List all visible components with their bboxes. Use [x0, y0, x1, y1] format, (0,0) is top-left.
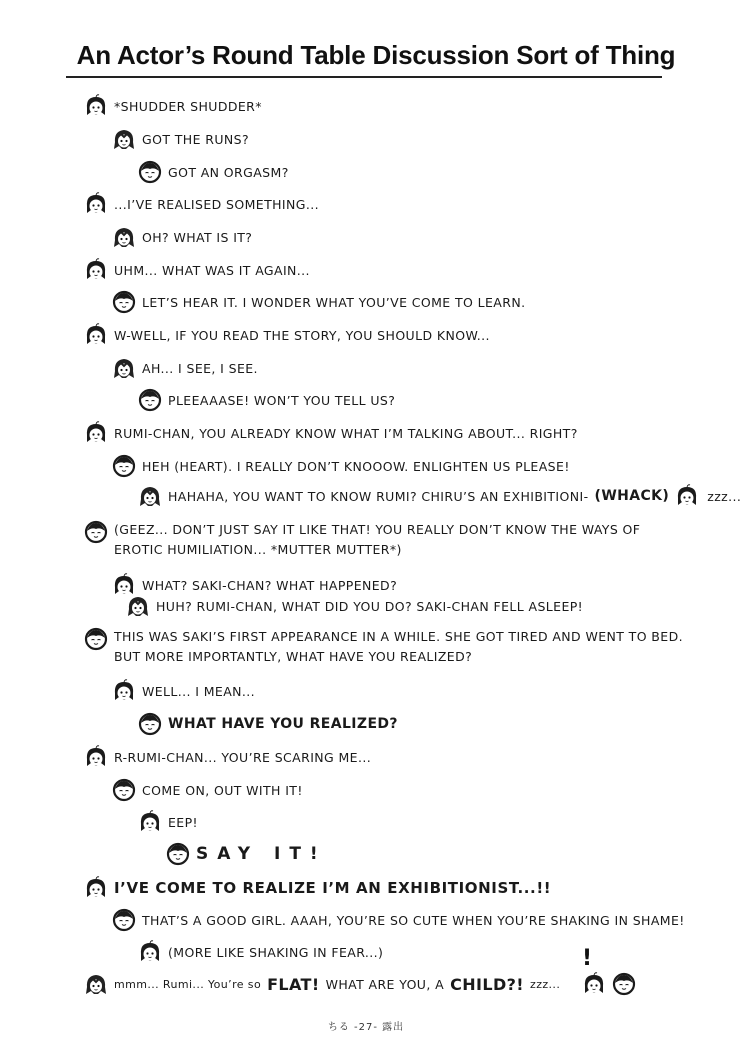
dialogue-line: WHAT HAVE YOU REALIZED? — [138, 712, 398, 736]
dialogue-line: HAHAHA, YOU WANT TO KNOW RUMI? CHIRU’S AN EXHIBITIONI- (WHACK) zzz... — [138, 484, 741, 508]
saki-face-icon — [126, 594, 150, 618]
dialogue-line: THAT’S A GOOD GIRL. AAAH, YOU’RE SO CUTE WHEN YOU’RE SHAKING IN SHAME! — [112, 908, 685, 932]
page-title: An Actor’s Round Table Discussion Sort of Thing — [76, 40, 676, 70]
dialogue-line: mmm... Rumi... You’re so FLAT! WHAT ARE YOU, A CHILD?! zzz... — [84, 972, 642, 996]
dialogue-line: THIS WAS SAKI’S FIRST APPEARANCE IN A WHILE. SHE GOT TIRED AND WENT TO BED. BUT MORE IMPORTANTLY, WHAT HAVE YOU REALIZED? — [84, 627, 684, 667]
chiru-face-icon — [138, 940, 162, 964]
dialogue-line: UHM... WHAT WAS IT AGAIN... — [84, 258, 310, 282]
chiru-face-icon — [675, 484, 699, 508]
rumi-face-icon — [166, 842, 190, 866]
dialogue-line: ...I’VE REALISED SOMETHING... — [84, 192, 319, 216]
chiru-face-icon — [84, 94, 108, 118]
exclamation-mark: ! — [582, 946, 593, 971]
dialogue-line: R-RUMI-CHAN... YOU’RE SCARING ME... — [84, 745, 371, 769]
dialogue-line: I’VE COME TO REALIZE I’M AN EXHIBITIONIST...!! — [84, 876, 551, 900]
rumi-face-icon — [84, 627, 108, 651]
chiru-face-icon — [84, 192, 108, 216]
page-footer: ちる -27- 露出 — [327, 1022, 405, 1033]
rumi-face-icon — [112, 908, 136, 932]
saki-face-icon — [112, 127, 136, 151]
chiru-face-icon — [84, 421, 108, 445]
rumi-face-icon — [138, 388, 162, 412]
chiru-face-icon — [112, 679, 136, 703]
dialogue-line: *SHUDDER SHUDDER* — [84, 94, 262, 118]
rumi-face-icon — [612, 972, 636, 996]
saki-face-icon — [84, 972, 108, 996]
rumi-face-icon — [84, 520, 108, 544]
dialogue-line: AH... I SEE, I SEE. — [112, 356, 258, 380]
saki-face-icon — [112, 225, 136, 249]
dialogue-line: HUH? RUMI-CHAN, WHAT DID YOU DO? SAKI-CHAN FELL ASLEEP! — [126, 594, 583, 618]
chiru-face-icon — [138, 810, 162, 834]
dialogue-line: EEP! — [138, 810, 198, 834]
chiru-face-icon — [84, 258, 108, 282]
rumi-face-icon — [112, 454, 136, 478]
rumi-face-icon — [112, 290, 136, 314]
chiru-face-icon — [84, 876, 108, 900]
chiru-face-icon — [582, 972, 606, 996]
saki-face-icon — [138, 484, 162, 508]
rumi-face-icon — [138, 712, 162, 736]
dialogue-line: COME ON, OUT WITH IT! — [112, 778, 303, 802]
dialogue-line: GOT AN ORGASM? — [138, 160, 289, 184]
dialogue-line: W-WELL, IF YOU READ THE STORY, YOU SHOULD KNOW... — [84, 323, 490, 347]
dialogue-line: HEH (HEART). I REALLY DON’T KNOOOW. ENLIGHTEN US PLEASE! — [112, 454, 570, 478]
dialogue-line: GOT THE RUNS? — [112, 127, 249, 151]
dialogue-line: PLEEAAASE! WON’T YOU TELL US? — [138, 388, 395, 412]
chiru-face-icon — [84, 323, 108, 347]
dialogue-line: WELL... I MEAN... — [112, 679, 255, 703]
dialogue-line: WHAT? SAKI-CHAN? WHAT HAPPENED? — [112, 573, 397, 597]
rumi-face-icon — [138, 160, 162, 184]
dialogue-line: SAY IT! — [166, 842, 327, 866]
dialogue-line: OH? WHAT IS IT? — [112, 225, 252, 249]
rumi-face-icon — [112, 778, 136, 802]
chiru-face-icon — [84, 745, 108, 769]
dialogue-line: LET’S HEAR IT. I WONDER WHAT YOU’VE COME TO LEARN. — [112, 290, 525, 314]
saki-face-icon — [112, 356, 136, 380]
dialogue-line: RUMI-CHAN, YOU ALREADY KNOW WHAT I’M TALKING ABOUT... RIGHT? — [84, 421, 578, 445]
dialogue-line: (GEEZ... DON’T JUST SAY IT LIKE THAT! YOU REALLY DON’T KNOW THE WAYS OF EROTIC HUMILIATION... *MUTTER MUTTER*) — [84, 520, 684, 560]
dialogue-line: (MORE LIKE SHAKING IN FEAR...) — [138, 940, 383, 964]
